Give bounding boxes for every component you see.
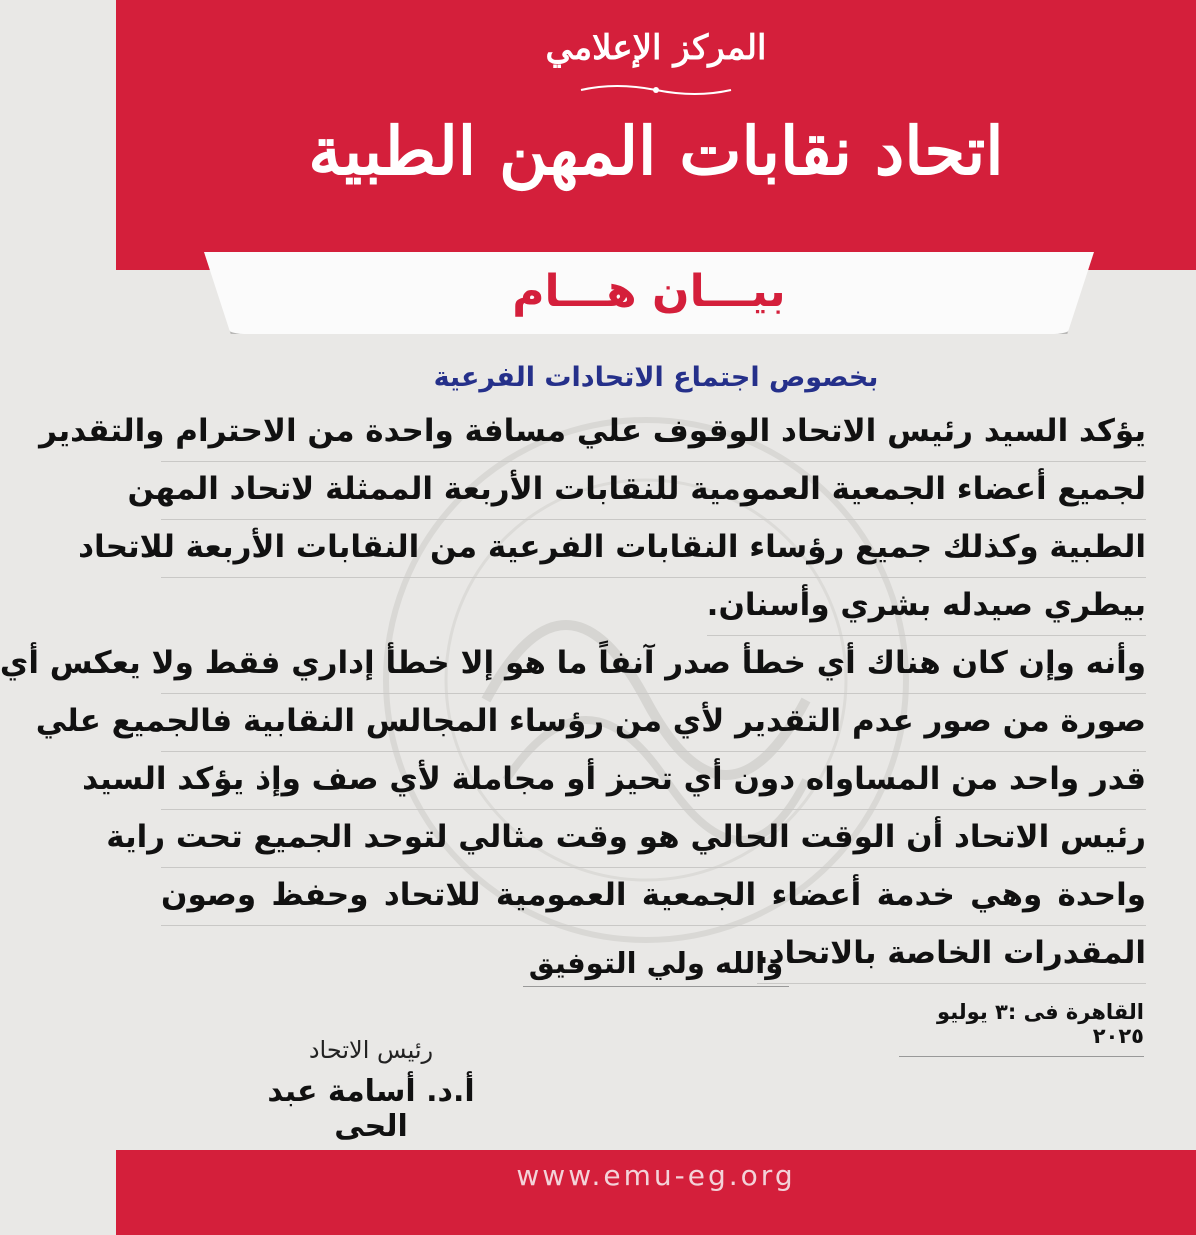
body-line: يؤكد السيد رئيس الاتحاد الوقوف علي مسافة واحدة من الاحترام والتقدير xyxy=(161,404,1146,462)
body-line: وأنه وإن كان هناك أي خطأ صدر آنفاً ما هو إلا خطأ إداري فقط ولا يعكس أي xyxy=(161,636,1146,694)
statement-body xyxy=(0,404,1146,984)
body-line: واحدة وهي خدمة أعضاء الجمعية العمومية للاتحاد وحفظ وصون xyxy=(161,868,1146,926)
body-line: بيطري صيدله بشري وأسنان. xyxy=(707,578,1146,636)
body-line: الطبية وكذلك جميع رؤساء النقابات الفرعية من النقابات الأربعة للاتحاد xyxy=(161,520,1146,578)
body-line: صورة من صور عدم التقدير لأي من رؤساء المجالس النقابية فالجميع علي xyxy=(161,694,1146,752)
body-line: لجميع أعضاء الجمعية العمومية للنقابات الأربعة الممثلة لاتحاد المهن xyxy=(161,462,1146,520)
signatory-name: أ.د. أسامة عبد الحى xyxy=(267,1074,475,1144)
ornament-divider-icon xyxy=(576,80,736,100)
closing-text: والله ولي التوفيق xyxy=(523,946,790,987)
body-line: قدر واحد من المساواه دون أي تحيز أو مجاملة لأي صف وإذ يؤكد السيد xyxy=(161,752,1146,810)
body-line: المقدرات الخاصة بالاتحاد. xyxy=(757,926,1146,984)
subject-heading: بخصوص اجتماع الاتحادات الفرعية xyxy=(433,362,879,393)
signatory-title: رئيس الاتحاد xyxy=(308,1036,434,1064)
closing-phrase xyxy=(116,946,1196,987)
date-line: القاهرة فى :٣ يوليو ٢٠٢٥ xyxy=(899,1000,1144,1057)
union-title-logo: اتحاد نقابات المهن الطبية xyxy=(308,112,1004,190)
website-link[interactable]: www.emu-eg.org xyxy=(516,1159,796,1192)
body-line: رئيس الاتحاد أن الوقت الحالي هو وقت مثالي لتوحد الجميع تحت راية xyxy=(161,810,1146,868)
media-center-label: المركز الإعلامي xyxy=(545,28,767,68)
announcement-label: بيـــان هـــام xyxy=(512,266,786,317)
